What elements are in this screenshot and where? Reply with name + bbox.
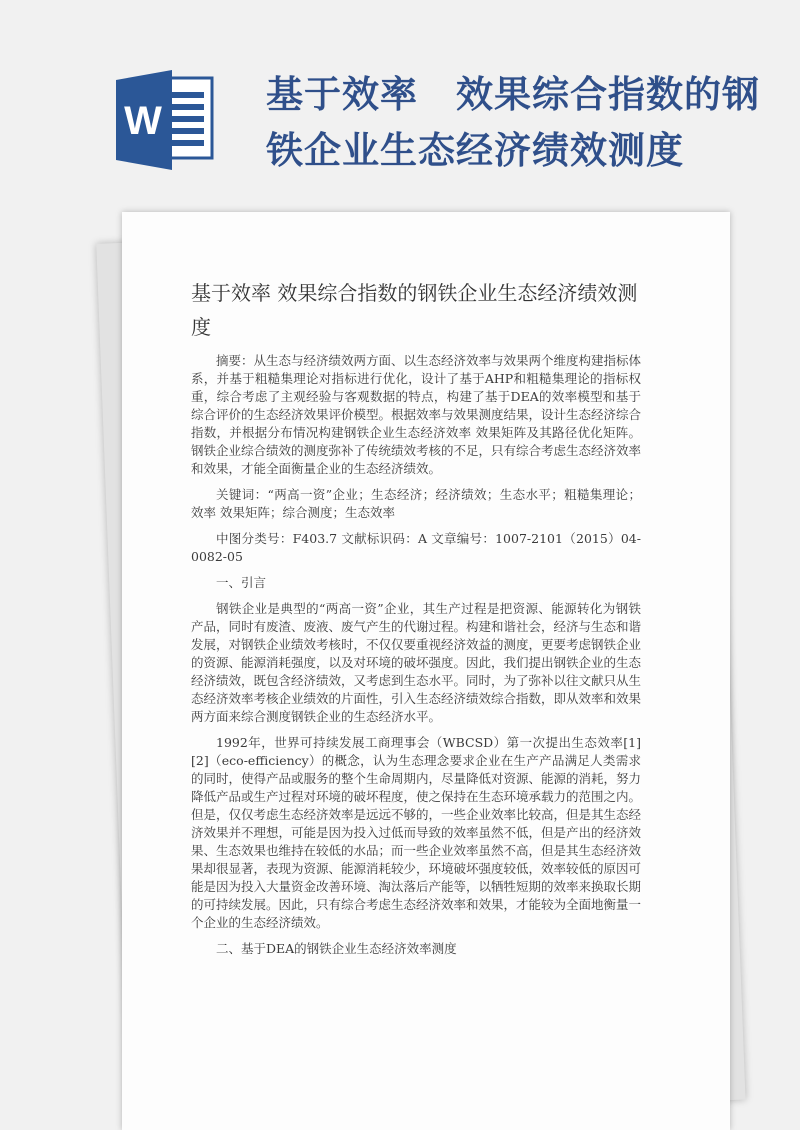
document-title: 基于效率 效果综合指数的钢铁企业生态经济绩效测度: [191, 281, 638, 339]
abstract-paragraph: 摘要：从生态与经济绩效两方面、以生态经济效率与效果两个维度构建指标体系，并基于粗糙集理论对指标进行优化，设计了基于AHP和粗糙集理论的指标权重，综合考虑了主观经验与客观数据的特点，构建了基于DEA的效率模型和基于综合评价的生态经济效果评价模型。根据效率与效果测度结果，设计生态经济综合指数，并根据分布情况构建钢铁企业生态经济效率 效果矩阵及其路径优化矩阵。钢铁企业综合绩效的测度弥补了传统绩效考核的不足，只有综合考虑生态经济效率和效果，才能全面衡量企业的生态经济绩效。: [191, 353, 642, 476]
header-title-line-1: 基于效率 效果综合指数的钢: [266, 72, 760, 116]
keywords-paragraph: 关键词：“两高一资”企业；生态经济；经济绩效；生态水平；粗糙集理论；效率 效果矩阵；综合测度；生态效率: [191, 487, 641, 520]
section-heading-dea: 二、基于DEA的钢铁企业生态经济效率测度: [216, 941, 457, 956]
document-body: [191, 352, 641, 966]
introduction-paragraph-1: 钢铁企业是典型的“两高一资”企业，其生产过程是把资源、能源转化为钢铁产品，同时有废渣、废液、废气产生的代谢过程。构建和谐社会，经济与生态和谐发展，对钢铁企业绩效考核时，不仅仅要重视经济效益的测度，更要考虑钢铁企业的资源、能源消耗强度，以及对环境的破坏强度。因此，我们提出钢铁企业的生态经济绩效，既包含经济绩效，又考虑到生态水平。同时，为了弥补以往文献只从生态经济效率考核企业绩效的片面性，引入生态经济绩效综合指数，即从效率和效果两方面来综合测度钢铁企业的生态经济水平。: [191, 601, 642, 724]
document-page: [122, 212, 730, 1130]
section-heading-introduction: 一、引言: [216, 575, 267, 590]
page-header-title: [266, 66, 786, 178]
header-title-line-2: 铁企业生态经济绩效测度: [266, 128, 684, 172]
word-icon-letter: W: [124, 99, 162, 143]
word-document-icon: [112, 66, 220, 174]
introduction-paragraph-2: 1992年，世界可持续发展工商理事会（WBCSD）第一次提出生态效率[1][2]（eco-efficiency）的概念，认为生态理念要求企业在生产产品满足人类需求的同时，使得产品或服务的整个生命周期内，尽量降低对资源、能源的消耗，努力降低产品或生产过程对环境的破坏程度，使之保持在生态环境承载力的范围之内。但是，仅仅考虑生态经济效率是远远不够的，一些企业效率比较高，但是其生态经济效果并不理想，可能是因为投入过低而导致的效率虽然不低，但是产出的经济效果、生态效果也维持在较低的水品；而一些企业效率虽然不高，但是其生态经济效果却很显著，表现为资源、能源消耗较少，环境破坏强度较低，效率较低的原因可能是因为投入大量资金改善环境、淘汰落后产能等，以牺牲短期的效率来换取长期的可持续发展。因此，只有综合考虑生态经济效率和效果，才能较为全面地衡量一个企业的生态经济绩效。: [191, 735, 642, 930]
classification-paragraph: 中图分类号：F403.7 文献标识码：A 文章编号：1007-2101（2015）04-0082-05: [191, 531, 641, 564]
